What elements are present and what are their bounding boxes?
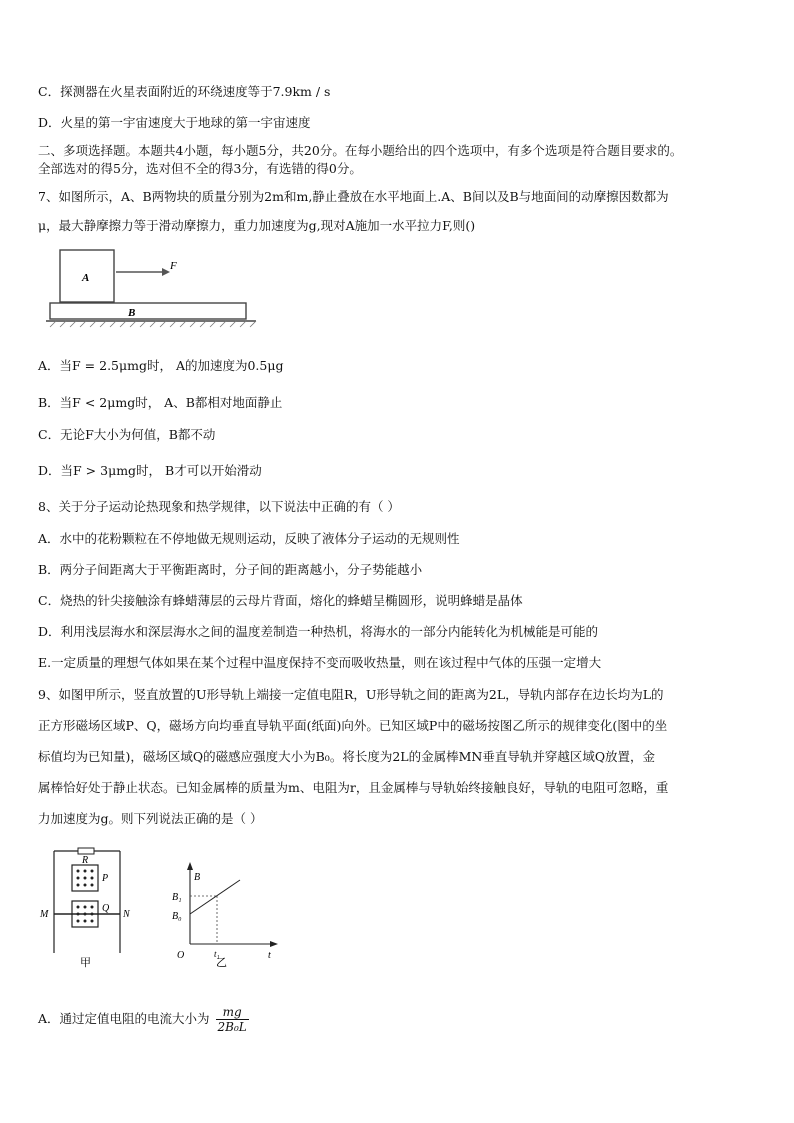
tick-b1: B₁ [172, 892, 182, 903]
resistor-r [78, 848, 94, 854]
q7-stem-line1: 7、如图所示，A、B两物块的质量分别为2m和m,静止叠放在水平地面上.A、B间以及B与地面间的动摩擦因数都为 [38, 189, 669, 204]
label-m: M [40, 909, 49, 920]
q7-option-d: D．当F > 3μmg时， B才可以开始滑动 [38, 463, 262, 478]
q8-option-c: C．烧热的针尖接触涂有蜂蜡薄层的云母片背面，熔化的蜂蜡呈椭圆形，说明蜂蜡是晶体 [38, 593, 523, 608]
q9-stem-line2: 正方形磁场区域P、Q，磁场方向均垂直导轨平面(纸面)向外。已知区域P中的磁场按图乙所示的规律变化(图中的坐 [38, 718, 668, 733]
q9-figure-yi [168, 862, 288, 970]
tick-b0: B₀ [172, 911, 182, 922]
q8-option-e: E.一定质量的理想气体如果在某个过程中温度保持不变而吸收热量，则在该过程中气体的压强一定增大 [38, 655, 602, 670]
q7-option-a: A．当F = 2.5μmg时， A的加速度为0.5μg [38, 358, 284, 373]
block-a-label: A [82, 272, 90, 284]
label-q: Q [102, 903, 110, 914]
q9-stem-line4: 属棒恰好处于静止状态。已知金属棒的质量为m、电阻为r，且金属棒与导轨始终接触良好，导轨的电阻可忽略，重 [38, 780, 669, 795]
fraction-denominator: 2B₀L [217, 1020, 247, 1034]
q9-option-a-fraction [216, 1005, 249, 1034]
b-t-line [190, 880, 240, 914]
axis-b: B [194, 872, 201, 883]
section2-heading-line2: 全部选对的得5分，选对但不全的得3分，有选错的得0分。 [38, 161, 362, 176]
q8-stem: 8、关于分子运动论热现象和热学规律，以下说法中正确的有（ ） [38, 499, 400, 514]
q9-stem-line5: 力加速度为g。则下列说法正确的是（ ） [38, 811, 263, 826]
label-r: R [82, 855, 89, 866]
origin-label: O [177, 950, 185, 961]
q8-option-a: A．水中的花粉颗粒在不停地做无规则运动，反映了液体分子运动的无规则性 [38, 531, 460, 546]
caption-jia: 甲 [80, 957, 91, 969]
fraction-numerator: mg [216, 1005, 249, 1020]
tick-t1: t₁ [214, 949, 220, 959]
label-n: N [123, 909, 130, 920]
block-b-label: B [128, 307, 136, 319]
q7-option-c: C．无论F大小为何值，B都不动 [38, 427, 216, 442]
q9-stem-line1: 9、如图甲所示，竖直放置的U形导轨上端接一定值电阻R，U形导轨之间的距离为2L，导轨内部存在边长均为L的 [38, 687, 664, 702]
label-p: P [102, 873, 109, 884]
q9-figure-jia [36, 845, 146, 970]
option-c-prev: C．探测器在火星表面附近的环绕速度等于7.9km / s [38, 84, 331, 99]
q7-stem-line2: μ，最大静摩擦力等于滑动摩擦力，重力加速度为g,现对A施加一水平拉力F,则() [38, 218, 476, 233]
caption-yi: 乙 [216, 957, 227, 969]
q9-option-a [38, 1005, 249, 1034]
q8-option-d: D．利用浅层海水和深层海水之间的温度差制造一种热机，将海水的一部分内能转化为机械能是可能的 [38, 624, 599, 639]
ground-hatching [50, 321, 256, 327]
q9-option-a-text: A．通过定值电阻的电流大小为 [38, 1011, 210, 1026]
q7-figure [44, 248, 264, 330]
axis-t: t [268, 950, 271, 961]
q8-option-b: B．两分子间距离大于平衡距离时，分子间的距离越小，分子势能越小 [38, 562, 423, 577]
q9-stem-line3: 标值均为已知量)，磁场区域Q的磁感应强度大小为B₀。将长度为2L的金属棒MN垂直导轨并穿越区域Q放置，金 [38, 749, 656, 764]
section2-heading-line1: 二、多项选择题。本题共4小题，每小题5分，共20分。在每小题给出的四个选项中，有多个选项是符合题目要求的。 [38, 143, 683, 158]
option-d-prev: D．火星的第一宇宙速度大于地球的第一宇宙速度 [38, 115, 311, 130]
force-f-label: F [170, 260, 177, 272]
q7-option-b: B．当F < 2μmg时， A、B都相对地面静止 [38, 395, 283, 410]
